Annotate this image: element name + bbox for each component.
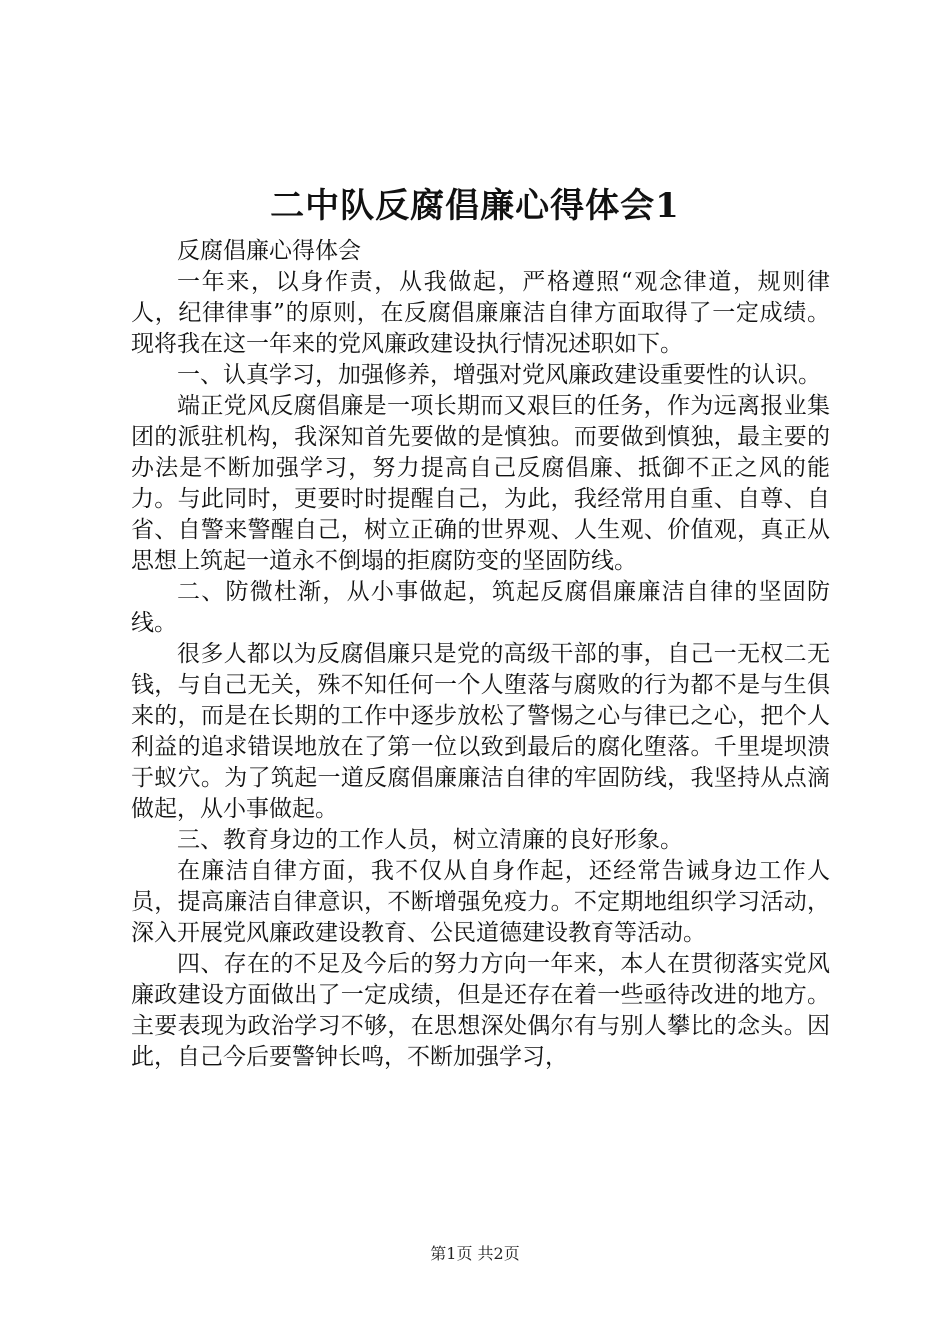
paragraph-section-3: 在廉洁自律方面，我不仅从自身作起，还经常告诫身边工作人员，提高廉洁自律意识，不断增强免疫力。不定期地组织学习活动，深入开展党风廉政建设教育、公民道德建设教育等活动。 xyxy=(131,858,830,946)
section-heading-2: 二、防微杜渐，从小事做起，筑起反腐倡廉廉洁自律的坚固防线。 xyxy=(131,579,830,636)
paragraph-section-4: 四、存在的不足及今后的努力方向一年来，本人在贯彻落实党风廉政建设方面做出了一定成绩，但是还存在着一些亟待改进的地方。主要表现为政治学习不够，在思想深处偶尔有与别人攀比的念头。因此，自己今后要警钟长鸣，不断加强学习， xyxy=(131,951,830,1070)
paragraph-intro: 一年来，以身作责，从我做起，严格遵照“观念律道，规则律人，纪律律事”的原则，在反腐倡廉廉洁自律方面取得了一定成绩。现将我在这一年来的党风廉政建设执行情况述职如下。 xyxy=(131,269,830,357)
section-heading-3: 三、教育身边的工作人员，树立清廉的良好形象。 xyxy=(177,827,683,853)
document-title: 二中队反腐倡廉心得体会1 xyxy=(270,186,680,226)
paragraph-section-1: 端正党风反腐倡廉是一项长期而又艰巨的任务，作为远离报业集团的派驻机构，我深知首先要做的是慎独。而要做到慎独，最主要的办法是不断加强学习，努力提高自己反腐倡廉、抵御不正之风的能力。与此同时，更要时时提醒自己，为此，我经常用自重、自尊、自省、自警来警醒自己，树立正确的世界观、人生观、价值观，真正从思想上筑起一道永不倒塌的拒腐防变的坚固防线。 xyxy=(131,393,830,574)
paragraph-heading: 反腐倡廉心得体会 xyxy=(177,238,361,264)
section-heading-1: 一、认真学习，加强修养，增强对党风廉政建设重要性的认识。 xyxy=(177,362,821,388)
paragraph-section-2: 很多人都以为反腐倡廉只是党的高级干部的事，自己一无权二无钱，与自己无关，殊不知任何一个人堕落与腐败的行为都不是与生俱来的，而是在长期的工作中逐步放松了警惕之心与律已之心，把个人利益的追求错误地放在了第一位以致到最后的腐化堕落。千里堤坝溃于蚁穴。为了筑起一道反腐倡廉廉洁自律的牢固防线，我坚持从点滴做起，从小事做起。 xyxy=(131,641,830,822)
page-footer: 第1页 共2页 xyxy=(430,1244,520,1263)
document-body xyxy=(131,236,830,1073)
